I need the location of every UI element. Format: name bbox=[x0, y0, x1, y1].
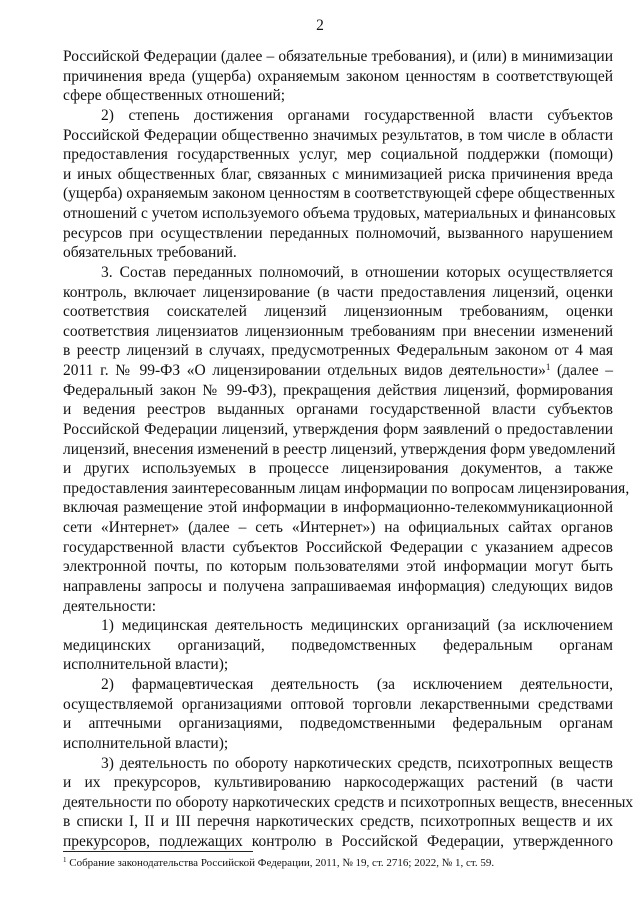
footnote-marker: 1 bbox=[63, 856, 67, 864]
text-line: осуществляемой организациями оптовой торговли лекарственными средствами bbox=[63, 696, 613, 713]
text-line: предоставления государственных услуг, мер социальной поддержки (помощи) bbox=[63, 146, 613, 163]
text-line: включая размещение этой информации в информационно-телекоммуникационной bbox=[63, 499, 613, 516]
text-fragment: (далее – bbox=[550, 362, 613, 379]
text-line: и иных общественных благ, связанных с минимизацией риска причинения вреда bbox=[63, 166, 613, 183]
text-line: 1) медицинская деятельность медицинских организаций (за исключением bbox=[101, 617, 613, 634]
text-line: предоставления заинтересованным лицам информации по вопросам лицензирования, bbox=[63, 480, 630, 497]
text-line: электронной почты, по которым пользователями этой информации могут быть bbox=[63, 558, 613, 575]
text-line: причинения вреда (ущерба) охраняемым законом ценностям в соответствующей bbox=[63, 68, 613, 85]
text-line: ресурсов при осуществлении переданных полномочий, вызванного нарушением bbox=[63, 225, 613, 242]
text-line: исполнительной власти); bbox=[63, 735, 229, 752]
text-line: деятельности: bbox=[63, 598, 157, 615]
text-line: и других используемых в процессе лицензирования документов, а также bbox=[63, 460, 613, 477]
text-line: контроль, включает лицензирование (в части предоставления лицензий, оценки bbox=[63, 284, 613, 301]
text-line: обязательных требований. bbox=[63, 244, 237, 261]
text-line: исполнительной власти); bbox=[63, 656, 229, 673]
text-line: и ведения реестров выданных органами государственной власти субъектов bbox=[63, 401, 613, 418]
text-line: 3. Состав переданных полномочий, в отношении которых осуществляется bbox=[101, 264, 613, 281]
text-line: Российской Федерации общественно значимых результатов, в том числе в области bbox=[63, 127, 613, 144]
footnote-separator bbox=[63, 851, 253, 852]
text-line: в списки I, II и III перечня наркотических средств, психотропных веществ и их bbox=[63, 813, 613, 830]
text-line: и аптечными организациями, подведомственными федеральным органам bbox=[63, 715, 613, 732]
text-line: лицензий, внесения изменений в реестр лицензий, утверждения форм уведомлений bbox=[63, 441, 616, 458]
text-line: и их прекурсоров, культивированию наркосодержащих растений (в части bbox=[63, 774, 613, 791]
footnote-ref: 1 bbox=[545, 362, 551, 372]
text-line: сети «Интернет» (далее – сеть «Интернет») на официальных сайтах органов bbox=[63, 519, 613, 536]
text-line: 2) фармацевтическая деятельность (за исключением деятельности, bbox=[101, 676, 613, 693]
text-line: государственной власти субъектов Российской Федерации с указанием адресов bbox=[63, 539, 613, 556]
text-line: сфере общественных отношений; bbox=[63, 87, 286, 104]
text-line: Российской Федерации лицензий, утверждения форм заявлений о предоставлении bbox=[63, 421, 613, 438]
text-line: деятельности по обороту наркотических средств и психотропных веществ, внесенных bbox=[63, 794, 634, 811]
text-line: отношений с учетом используемого объема трудовых, материальных и финансовых bbox=[63, 205, 616, 222]
text-line: Федеральный закон № 99-ФЗ), прекращения действия лицензий, формирования bbox=[63, 382, 613, 399]
text-line: 3) деятельность по обороту наркотических средств, психотропных веществ bbox=[101, 755, 613, 772]
footnote-text: Собрание законодательства Российской Федерации, 2011, № 19, ст. 2716; 2022, № 1, ст. 59. bbox=[66, 857, 495, 869]
text-line: соответствия лицензиатов лицензионным требованиям при внесении изменений bbox=[63, 323, 613, 340]
text-line: соответствия соискателей лицензий лицензионным требованиям, оценки bbox=[63, 303, 613, 320]
text-line: медицинских организаций, подведомственных федеральным органам bbox=[63, 637, 613, 654]
page-number: 2 bbox=[316, 17, 324, 34]
text-line: направлены запросы и получена запрашиваемая информация) следующих видов bbox=[63, 578, 613, 595]
text-line: (ущерба) охраняемым законом ценностям в соответствующей сфере общественных bbox=[63, 185, 616, 202]
text-line: 2) степень достижения органами государственной власти субъектов bbox=[101, 107, 613, 124]
footnote bbox=[63, 856, 623, 870]
text-line-with-footnote bbox=[63, 361, 613, 380]
text-line: Российской Федерации (далее – обязательные требования), и (или) в минимизации bbox=[63, 48, 613, 65]
text-line: прекурсоров, подлежащих контролю в Российской Федерации, утвержденного bbox=[63, 833, 613, 850]
text-line: в реестр лицензий в случаях, предусмотренных Федеральным законом от 4 мая bbox=[63, 342, 613, 359]
text-fragment: 2011 г. № 99-ФЗ «О лицензировании отдельных видов деятельности» bbox=[63, 362, 546, 379]
